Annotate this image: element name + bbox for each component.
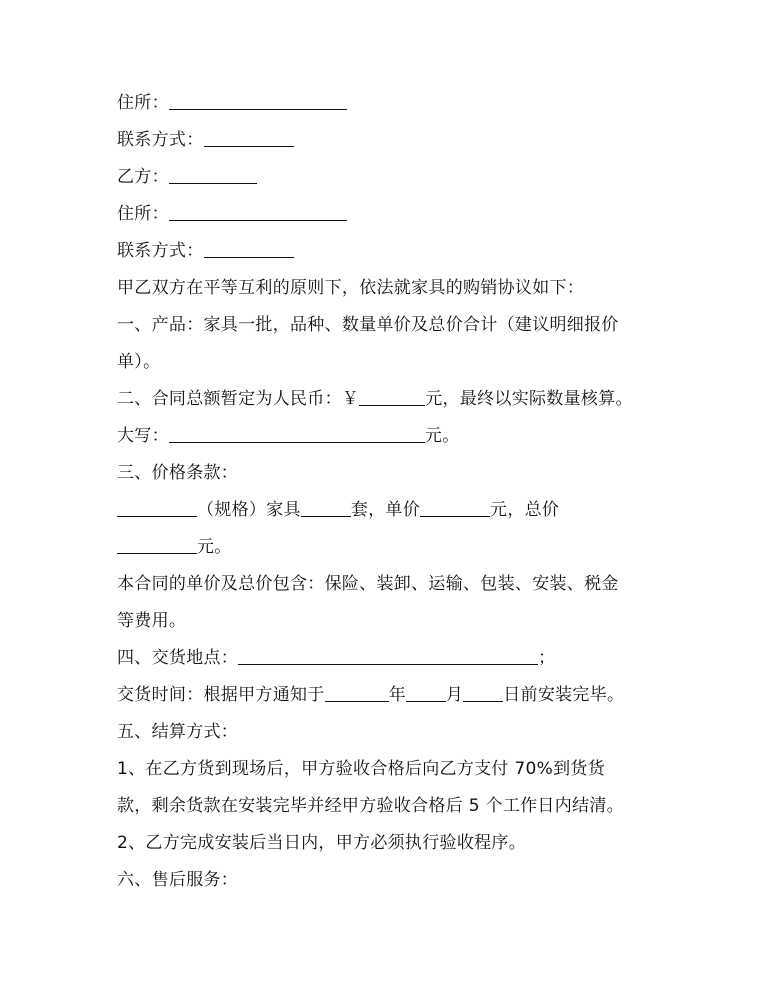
price-includes-line: 本合同的单价及总价包含：保险、装卸、运输、包装、安装、税金: [117, 574, 619, 594]
amount-label: 二、合同总额暂定为人民币：￥: [117, 389, 360, 409]
in-words-suffix: 元。: [424, 426, 460, 446]
party-b-contact-line: [117, 238, 294, 264]
contact-label: 联系方式：: [117, 241, 204, 261]
total-price-line: [117, 534, 232, 560]
year-blank[interactable]: [325, 683, 389, 702]
clause-2-total-amount: [117, 386, 633, 412]
amount-blank[interactable]: [359, 387, 425, 406]
total-price-blank[interactable]: [117, 535, 197, 554]
year-label: 年: [388, 685, 406, 705]
clause-5-settlement: 五、结算方式：: [117, 722, 239, 742]
contact-blank[interactable]: [204, 128, 294, 147]
intro-paragraph: 甲乙双方在平等互利的原则下，依法就家具的购销协议如下：: [117, 278, 585, 298]
contact-label: 联系方式：: [117, 130, 204, 150]
amount-in-words-line: [117, 423, 460, 449]
spec-blank[interactable]: [117, 498, 197, 517]
party-b-address-line: [117, 201, 347, 227]
delivery-place-label: 四、交货地点：: [117, 648, 239, 668]
party-b-line: [117, 164, 257, 190]
day-blank[interactable]: [463, 683, 503, 702]
clause-1-product-cont: 单）。: [117, 352, 161, 372]
settlement-item-1: 1、在乙方货到现场后，甲方验收合格后向乙方支付 70%到货货: [117, 759, 606, 779]
delivery-time-line: [117, 682, 624, 708]
month-label: 月: [445, 685, 464, 705]
party-b-blank[interactable]: [169, 165, 257, 184]
delivery-time-label: 交货时间：根据甲方通知于: [117, 685, 325, 705]
unit-price-blank[interactable]: [420, 498, 490, 517]
address-blank[interactable]: [169, 202, 347, 221]
total-price-suffix: 元。: [197, 537, 232, 557]
in-words-label: 大写：: [117, 426, 169, 446]
delivery-place-suffix: ；: [538, 648, 556, 668]
delivery-place-blank[interactable]: [238, 646, 538, 665]
clause-6-after-sales: 六、售后服务：: [117, 870, 239, 890]
unit-price-label: 套，单价: [350, 500, 421, 520]
settlement-item-1-cont: 款，剩余货款在安装完毕并经甲方验收合格后 5 个工作日内结清。: [117, 796, 624, 816]
settlement-item-2: 2、乙方完成安装后当日内，甲方必须执行验收程序。: [117, 833, 527, 853]
day-label: 日前安装完毕。: [503, 685, 625, 705]
party-a-contact-line: [117, 127, 294, 153]
amount-suffix: 元，最终以实际数量核算。: [425, 389, 633, 409]
contact-blank[interactable]: [204, 239, 294, 258]
party-a-address-line: [117, 90, 347, 116]
clause-3-price-terms: 三、价格条款：: [117, 463, 239, 483]
spec-label: （规格）家具: [197, 500, 301, 520]
price-detail-line: [117, 497, 559, 523]
address-label: 住所：: [117, 93, 169, 113]
month-blank[interactable]: [406, 683, 446, 702]
party-b-label: 乙方：: [117, 167, 169, 187]
clause-1-product: 一、产品：家具一批，品种、数量单价及总价合计（建议明细报价: [117, 315, 619, 335]
address-label: 住所：: [117, 204, 169, 224]
sets-blank[interactable]: [301, 498, 351, 517]
in-words-blank[interactable]: [169, 424, 425, 443]
price-includes-cont: 等费用。: [117, 611, 187, 631]
address-blank[interactable]: [169, 91, 347, 110]
total-price-label: 元，总价: [490, 500, 560, 520]
clause-4-delivery-place: [117, 645, 555, 671]
